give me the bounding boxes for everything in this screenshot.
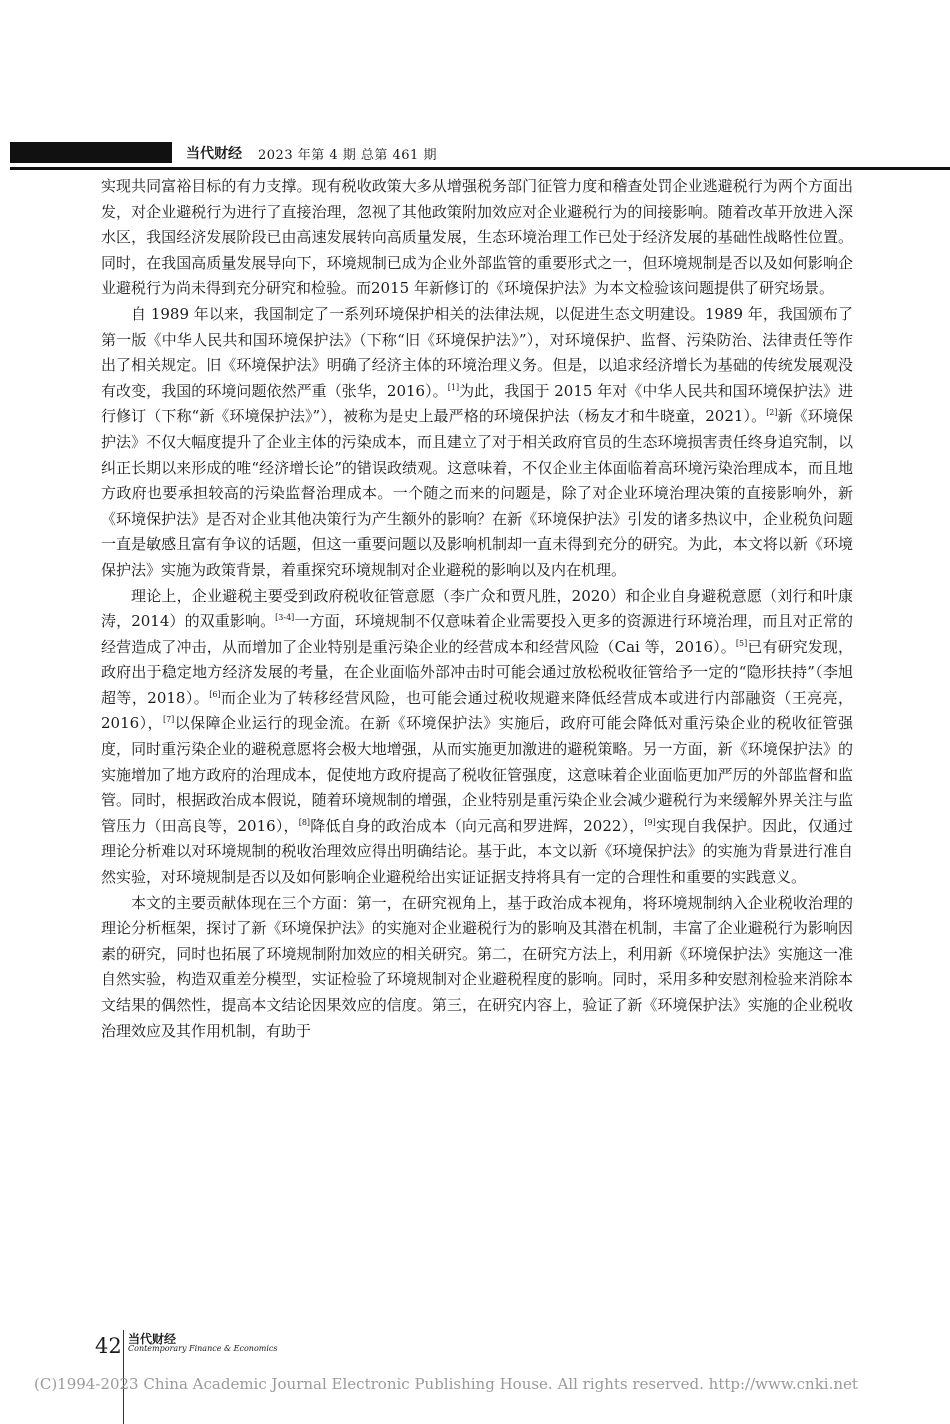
citation-marker: [1]: [447, 382, 460, 392]
paragraph-text: 一方面，环境规制不仅意味着企业需要投入更多的资源进行环境治理，而且对正常的经营造成了冲击，从而增加了企业特别是重污染企业的经营成本和经营风险（Cai 等，2016）。: [101, 612, 853, 656]
header-journal-name: 当代财经: [186, 146, 242, 162]
citation-marker: [3-4]: [275, 613, 295, 623]
header-rule: [10, 167, 950, 170]
body-paragraph: [101, 174, 853, 302]
article-body: [101, 174, 853, 1044]
copyright-notice: (C)1994-2023 China Academic Journal Electronic Publishing House. All rights reserved. http://www.cnki.net: [34, 1375, 858, 1393]
citation-marker: [9]: [644, 817, 656, 827]
paragraph-text: 实现共同富裕目标的有力支撑。现有税收政策大多从增强税务部门征管力度和稽查处罚企业逃避税行为两个方面出发，对企业避税行为进行了直接治理，忽视了其他政策附加效应对企业避税行为的间接影响。随着改革开放进入深水区，我国经济发展阶段已由高速发展转向高质量发展，生态环境治理工作已处于经济发展的基础性战略性位置。同时，在我国高质量发展导向下，环境规制已成为企业外部监管的重要形式之一，但环境规制是否以及如何影响企业避税行为尚未得到充分研究和检验。而2015 年新修订的《环境保护法》为本文检验该问题提供了研究场景。: [101, 177, 853, 298]
header-black-bar: [10, 142, 172, 163]
citation-marker: [8]: [298, 817, 311, 827]
paragraph-text: 为此，我国于 2015 年对《中华人民共和国环境保护法》进行修订（下称“新《环境保护法》”），被称为是史上最严格的环境保护法（杨友才和牛晓童，2021）。: [101, 381, 853, 426]
paragraph-text: 实现自我保护。因此，仅通过理论分析难以对环境规制的税收治理效应得出明确结论。基于此，本文以新《环境保护法》的实施为背景进行准自然实验，对环境规制是否以及如何影响企业避税给出实证证据支持将具有一定的合理性和重要的实践意义。: [101, 816, 853, 887]
citation-marker: [2]: [766, 408, 778, 418]
paragraph-text: 新《环境保护法》不仅大幅度提升了企业主体的污染成本，而且建立了对于相关政府官员的生态环境损害责任终身追究制，以纠正长期以来形成的唯“经济增长论”的错误政绩观。这意味着，不仅企业主体面临着高环境污染治理成本，而且地方政府也要承担较高的污染监督治理成本。一个随之而来的问题是，除了对企业环境治理决策的直接影响外，新《环境保护法》是否对企业其他决策行为产生额外的影响？在新《环境保护法》引发的诸多热议中，企业税负问题一直是敏感且富有争议的话题，但这一重要问题以及影响机制却一直未得到充分的研究。为此，本文将以新《环境保护法》实施为政策背景，着重探究环境规制对企业避税的影响以及内在机理。: [101, 407, 853, 579]
paragraph-text: 本文的主要贡献体现在三个方面：第一，在研究视角上，基于政治成本视角，将环境规制纳入企业税收治理的理论分析框架，探讨了新《环境保护法》的实施对企业避税行为的影响及其潜在机制，丰富了企业避税行为影响因素的研究，同时也拓展了环境规制附加效应的相关研究。第二，在研究方法上，利用新《环境保护法》实施这一准自然实验，构造双重差分模型，实证检验了环境规制对企业避税程度的影响。同时，采用多种安慰剂检验来消除本文结果的偶然性，提高本文结论因果效应的信度。第三，在研究内容上，验证了新《环境保护法》实施的企业税收治理效应及其作用机制，有助于: [101, 893, 853, 1040]
page-number: 42: [95, 1334, 122, 1358]
citation-marker: [7]: [162, 715, 175, 725]
paragraph-text: 自 1989 年以来，我国制定了一系列环境保护相关的法律法规，以促进生态文明建设。1989 年，我国颁布了第一版《中华人民共和国环境保护法》（下称“旧《环境保护法》”），对环境保护、监督、污染防治、法律责任等作出了相关规定。旧《环境保护法》明确了经济主体的环境治理义务。但是，以追求经济增长为基础的传统发展观没有改变，我国的环境问题依然严重（张华，2016）。: [101, 304, 853, 400]
body-paragraph: [101, 584, 853, 891]
paragraph-text: 已有研究发现，政府出于稳定地方经济发展的考量，在企业面临外部冲击时可能会通过放松税收征管给予一定的“隐形扶持”（李旭超等，2018）。: [101, 637, 853, 707]
citation-marker: [6]: [209, 689, 221, 699]
paragraph-text: 而企业为了转移经营风险，也可能会通过税收规避来降低经营成本或进行内部融资（王亮亮，2016），: [101, 688, 853, 733]
body-paragraph: [101, 302, 853, 584]
paragraph-text: 理论上，企业避税主要受到政府税收征管意愿（李广众和贾凡胜，2020）和企业自身避税意愿（刘行和叶康涛，2014）的双重影响。: [101, 586, 853, 631]
footer-journal-english-name: Contemporary Finance & Economics: [128, 1344, 278, 1353]
citation-marker: [5]: [735, 638, 748, 648]
header-issue-info: 2023 年第 4 期 总第 461 期: [258, 148, 437, 163]
paragraph-text: 降低自身的政治成本（向元高和罗进辉，2022），: [310, 816, 645, 835]
footer-journal-name: 当代财经: [128, 1332, 177, 1346]
paragraph-text: 以保障企业运行的现金流。在新《环境保护法》实施后，政府可能会降低对重污染企业的税收征管强度，同时重污染企业的避税意愿将会极大地增强，从而实施更加激进的避税策略。另一方面，新《环境保护法》的实施增加了地方政府的治理成本，促使地方政府提高了税收征管强度，这意味着企业面临更加严厉的外部监督和监管。同时，根据政治成本假说，随着环境规制的增强，企业特别是重污染企业会减少避税行为来缓解外界关注与监管压力（田高良等，2016），: [101, 714, 853, 835]
body-paragraph: [101, 891, 853, 1045]
